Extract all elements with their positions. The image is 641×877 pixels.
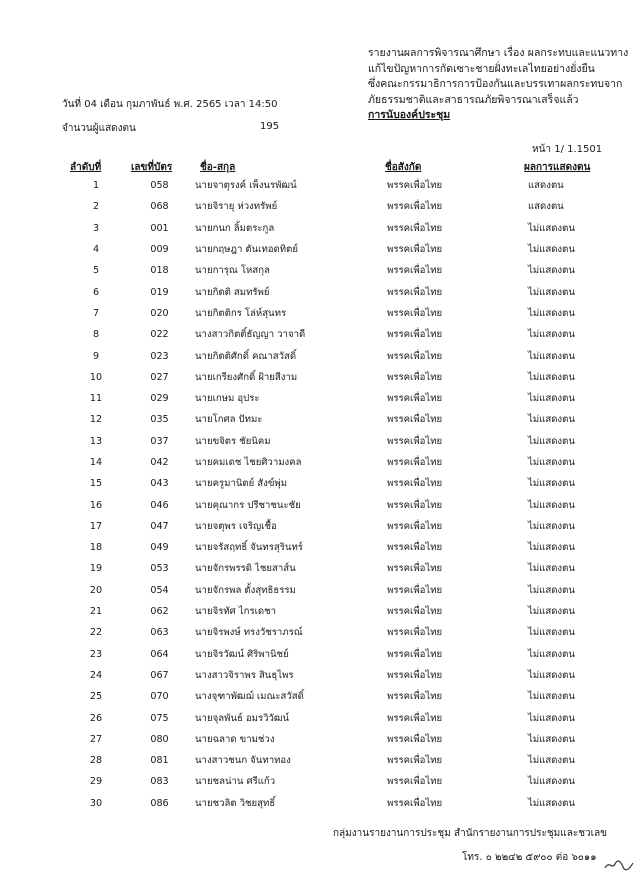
title-line-1: รายงานผลการพิจารณาศึกษา เรื่อง ผลกระทบและแนวทาง — [368, 47, 629, 59]
row-number: 9 — [92, 350, 100, 362]
report-title — [368, 46, 636, 124]
card-number: 063 — [150, 627, 169, 639]
header-name: ชื่อ-สกุล — [200, 162, 236, 173]
attendance-result: ไม่แสดงตน — [528, 627, 575, 639]
row-number: 20 — [89, 584, 103, 596]
party-name: พรรคเพื่อไทย — [387, 776, 443, 788]
table-row — [60, 303, 638, 324]
card-number: 029 — [150, 393, 169, 405]
row-number: 12 — [89, 414, 103, 426]
table-row — [60, 494, 638, 515]
row-number: 26 — [89, 712, 103, 724]
attendance-result: ไม่แสดงตน — [528, 265, 575, 277]
attendance-result: ไม่แสดงตน — [528, 350, 575, 362]
table-row — [60, 218, 638, 239]
member-name: นายจรัสฤทธิ์ จันทรสุรินทร์ — [195, 542, 303, 554]
member-name: นายการุณ โหสกุล — [195, 265, 270, 277]
card-number: 067 — [150, 669, 169, 681]
party-name: พรรคเพื่อไทย — [387, 393, 443, 405]
party-name: พรรคเพื่อไทย — [387, 286, 443, 298]
row-number: 14 — [89, 457, 103, 468]
member-name: นายคุณากร ปรีชาชนะชัย — [195, 499, 301, 511]
attendance-result: ไม่แสดงตน — [528, 499, 575, 511]
card-number: 080 — [150, 733, 169, 745]
row-number: 24 — [89, 669, 103, 681]
table-row — [60, 388, 638, 409]
card-number: 064 — [150, 648, 169, 660]
table-row — [60, 281, 638, 302]
table-row — [60, 452, 638, 473]
member-name: นายกนก ลิ้มตระกูล — [195, 222, 275, 234]
table-row — [60, 580, 638, 601]
member-name: นายจิรวัฒน์ ศิริพานิชย์ — [195, 648, 289, 660]
party-name: พรรคเพื่อไทย — [387, 648, 443, 660]
card-number: 049 — [150, 542, 169, 554]
page-number: หน้า 1/ 1.1501 — [532, 144, 603, 155]
member-name: นายโกศล ปัทมะ — [195, 414, 263, 426]
row-number: 8 — [92, 329, 100, 341]
attendance-result: ไม่แสดงตน — [528, 371, 575, 383]
party-name: พรรคเพื่อไทย — [387, 350, 443, 362]
row-number: 10 — [89, 371, 103, 383]
member-name: นายชลน่าน ศรีแก้ว — [195, 776, 276, 788]
attendance-result: ไม่แสดงตน — [528, 414, 575, 426]
card-number: 001 — [150, 222, 169, 234]
row-number: 18 — [89, 542, 103, 554]
card-number: 047 — [150, 520, 169, 532]
title-line-3: ซึ่งคณะกรรมาธิการการป้องกันและบรรเทาผลกระทบจาก — [368, 78, 623, 90]
member-name: นายขจิตร ชัยนิคม — [195, 435, 271, 447]
row-number: 17 — [89, 520, 103, 532]
card-number: 086 — [150, 797, 169, 809]
row-number: 7 — [92, 307, 100, 319]
party-name: พรรคเพื่อไทย — [387, 265, 443, 277]
row-number: 6 — [92, 286, 100, 298]
row-number: 22 — [89, 627, 103, 639]
attendance-result: ไม่แสดงตน — [528, 606, 575, 618]
party-name: พรรคเพื่อไทย — [387, 222, 443, 234]
party-name: พรรคเพื่อไทย — [387, 563, 443, 575]
row-number: 1 — [92, 180, 100, 192]
attendance-result: แสดงตน — [528, 201, 564, 213]
attendance-result: ไม่แสดงตน — [528, 669, 575, 681]
table-row — [60, 622, 638, 643]
card-number: 019 — [150, 286, 169, 298]
card-number: 037 — [150, 435, 169, 447]
member-name: นายจักรพรรดิ ไชยสาส์น — [195, 563, 296, 575]
attendance-result: ไม่แสดงตน — [528, 584, 575, 596]
attendance-result: แสดงตน — [528, 180, 564, 192]
header-no: ลำดับที่ — [70, 162, 102, 173]
member-name: นายจุลพันธ์ อมรวิวัฒน์ — [195, 712, 290, 724]
party-name: พรรคเพื่อไทย — [387, 584, 443, 596]
signature-mark — [603, 858, 635, 872]
attendance-table — [60, 175, 638, 814]
table-row — [60, 665, 638, 686]
card-number: 023 — [150, 350, 169, 362]
row-number: 25 — [89, 691, 103, 703]
table-row — [60, 196, 638, 217]
report-subtitle: การนับองค์ประชุม — [368, 109, 451, 121]
attendance-count-value: 195 — [260, 121, 280, 132]
card-number: 053 — [150, 563, 169, 575]
table-row — [60, 175, 638, 196]
row-number: 29 — [89, 776, 103, 788]
attendance-count-label: จำนวนผู้แสดงตน — [62, 123, 136, 134]
card-number: 020 — [150, 307, 169, 319]
party-name: พรรคเพื่อไทย — [387, 244, 443, 256]
attendance-result: ไม่แสดงตน — [528, 797, 575, 809]
table-row — [60, 644, 638, 665]
attendance-result: ไม่แสดงตน — [528, 542, 575, 554]
attendance-result: ไม่แสดงตน — [528, 307, 575, 319]
member-name: นายฉลาด ขามช่วง — [195, 733, 275, 745]
card-number: 042 — [150, 457, 169, 468]
table-row — [60, 537, 638, 558]
attendance-result: ไม่แสดงตน — [528, 329, 575, 341]
row-number: 27 — [89, 733, 103, 745]
row-number: 16 — [89, 499, 103, 511]
header-party: ชื่อสังกัด — [385, 162, 422, 173]
member-name: นายเกษม อุประ — [195, 393, 260, 405]
party-name: พรรคเพื่อไทย — [387, 307, 443, 319]
party-name: พรรคเพื่อไทย — [387, 435, 443, 447]
card-number: 043 — [150, 478, 169, 490]
table-row — [60, 686, 638, 707]
row-number: 3 — [92, 222, 100, 234]
party-name: พรรคเพื่อไทย — [387, 542, 443, 554]
attendance-result: ไม่แสดงตน — [528, 457, 575, 468]
member-name: นายกิตติศักดิ์ คณาสวัสดิ์ — [195, 350, 297, 362]
date-line: วันที่ 04 เดือน กุมภาพันธ์ พ.ศ. 2565 เวลา 14:50 — [62, 99, 278, 110]
member-name: นายชวลิต วิชยสุทธิ์ — [195, 797, 276, 809]
row-number: 30 — [89, 797, 103, 809]
card-number: 009 — [150, 244, 169, 256]
row-number: 2 — [92, 201, 100, 213]
table-row — [60, 409, 638, 430]
party-name: พรรคเพื่อไทย — [387, 712, 443, 724]
card-number: 046 — [150, 499, 169, 511]
card-number: 027 — [150, 371, 169, 383]
table-row — [60, 260, 638, 281]
card-number: 068 — [150, 201, 169, 213]
party-name: พรรคเพื่อไทย — [387, 457, 443, 468]
attendance-result: ไม่แสดงตน — [528, 648, 575, 660]
party-name: พรรคเพื่อไทย — [387, 520, 443, 532]
table-row — [60, 729, 638, 750]
card-number: 058 — [150, 180, 169, 192]
table-row — [60, 324, 638, 345]
title-line-4: ภัยธรรมชาติและสาธารณภัยพิจารณาเสร็จแล้ว — [368, 93, 579, 106]
footer-phone: โทร. ๐ ๒๒๔๒ ๕๙๐๐ ต่อ ๖๐๑๑ — [462, 852, 597, 863]
party-name: พรรคเพื่อไทย — [387, 691, 443, 703]
member-name: นายจักรพล ตั้งสุทธิธรรม — [195, 584, 296, 596]
table-row — [60, 239, 638, 260]
attendance-result: ไม่แสดงตน — [528, 563, 575, 575]
card-number: 075 — [150, 712, 169, 724]
attendance-result: ไม่แสดงตน — [528, 733, 575, 745]
row-number: 19 — [89, 563, 103, 575]
row-number: 4 — [92, 244, 100, 256]
card-number: 054 — [150, 584, 169, 596]
party-name: พรรคเพื่อไทย — [387, 755, 443, 767]
attendance-result: ไม่แสดงตน — [528, 755, 575, 767]
member-name: นายครูมานิตย์ สังข์พุ่ม — [195, 478, 288, 490]
attendance-result: ไม่แสดงตน — [528, 712, 575, 724]
party-name: พรรคเพื่อไทย — [387, 201, 443, 213]
member-name: นางสาวจิราพร สินธุไพร — [195, 669, 294, 681]
attendance-result: ไม่แสดงตน — [528, 286, 575, 298]
footer-department: กลุ่มงานรายงานการประชุม สำนักรายงานการประชุมและชวเลข — [333, 828, 608, 839]
attendance-result: ไม่แสดงตน — [528, 691, 575, 703]
table-row — [60, 367, 638, 388]
member-name: นายจิรายุ ห่วงทรัพย์ — [195, 201, 278, 213]
table-row — [60, 516, 638, 537]
party-name: พรรคเพื่อไทย — [387, 669, 443, 681]
attendance-result: ไม่แสดงตน — [528, 776, 575, 788]
attendance-result: ไม่แสดงตน — [528, 393, 575, 405]
row-number: 15 — [89, 478, 103, 490]
row-number: 28 — [89, 755, 103, 767]
table-row — [60, 750, 638, 771]
card-number: 022 — [150, 329, 169, 341]
table-row — [60, 345, 638, 366]
row-number: 5 — [92, 265, 100, 277]
member-name: นายกิตติกร โล่ห์สุนทร — [195, 307, 287, 319]
party-name: พรรคเพื่อไทย — [387, 606, 443, 618]
attendance-result: ไม่แสดงตน — [528, 244, 575, 256]
member-name: นายกฤษฎา ตันเทอดทิตย์ — [195, 244, 298, 256]
party-name: พรรคเพื่อไทย — [387, 329, 443, 341]
row-number: 21 — [89, 606, 103, 618]
table-row — [60, 473, 638, 494]
party-name: พรรคเพื่อไทย — [387, 414, 443, 426]
party-name: พรรคเพื่อไทย — [387, 733, 443, 745]
member-name: นายคมเดช ไชยศิวามงคล — [195, 457, 302, 468]
row-number: 23 — [89, 648, 103, 660]
member-name: นายจิรพงษ์ ทรงวัชราภรณ์ — [195, 627, 303, 639]
table-row — [60, 558, 638, 579]
member-name: นายกิตติ สมทรัพย์ — [195, 286, 270, 298]
member-name: นายจาตุรงค์ เพ็งนรพัฒน์ — [195, 180, 297, 192]
member-name: นายจิรทัศ ไกรเดชา — [195, 606, 276, 618]
row-number: 13 — [89, 435, 103, 447]
title-line-2: แก้ไขปัญหาการกัดเซาะชายฝั่งทะเลไทยอย่างยั่งยืน — [368, 62, 595, 75]
card-number: 035 — [150, 414, 169, 426]
attendance-result: ไม่แสดงตน — [528, 520, 575, 532]
member-name: นายจตุพร เจริญเชื้อ — [195, 520, 277, 532]
table-row — [60, 707, 638, 728]
card-number: 081 — [150, 755, 169, 767]
card-number: 062 — [150, 606, 169, 618]
member-name: นางสาวกิตติ์ธัญญา วาจาดี — [195, 329, 306, 341]
party-name: พรรคเพื่อไทย — [387, 797, 443, 809]
attendance-result: ไม่แสดงตน — [528, 435, 575, 447]
party-name: พรรคเพื่อไทย — [387, 478, 443, 490]
table-row — [60, 601, 638, 622]
table-row — [60, 793, 638, 814]
party-name: พรรคเพื่อไทย — [387, 180, 443, 192]
card-number: 070 — [150, 691, 169, 703]
card-number: 018 — [150, 265, 169, 277]
attendance-result: ไม่แสดงตน — [528, 222, 575, 234]
table-row — [60, 431, 638, 452]
attendance-result: ไม่แสดงตน — [528, 478, 575, 490]
member-name: นางสาวชนก จันทาทอง — [195, 755, 291, 767]
member-name: นางจุฑาพัฒฌ์ เมณะสวัสดิ์ — [195, 691, 304, 703]
party-name: พรรคเพื่อไทย — [387, 627, 443, 639]
party-name: พรรคเพื่อไทย — [387, 371, 443, 383]
table-row — [60, 771, 638, 792]
row-number: 11 — [89, 393, 103, 405]
member-name: นายเกรียงศักดิ์ ฝ้ายสีงาม — [195, 371, 298, 383]
party-name: พรรคเพื่อไทย — [387, 499, 443, 511]
header-card: เลขที่บัตร — [131, 162, 173, 173]
card-number: 083 — [150, 776, 169, 788]
header-result: ผลการแสดงตน — [524, 162, 591, 173]
